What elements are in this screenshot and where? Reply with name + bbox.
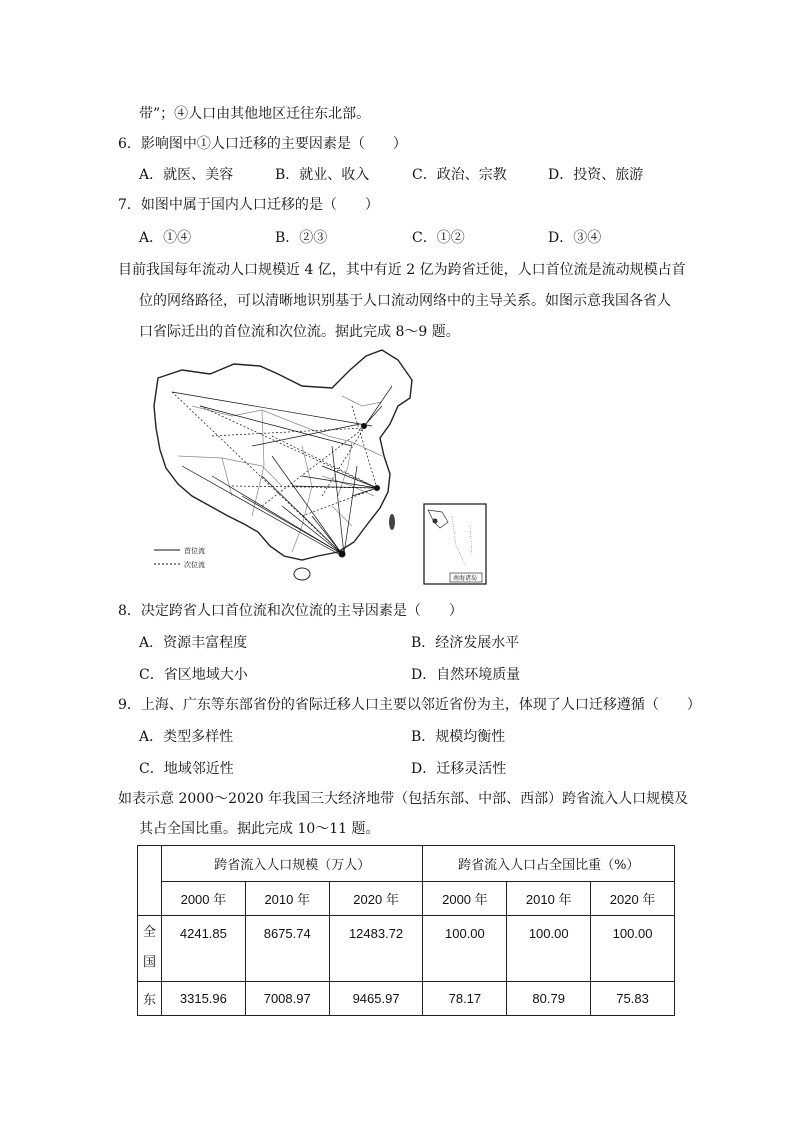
table-cell: 100.00 <box>423 916 507 982</box>
primary-flow-lines <box>172 386 392 556</box>
map-legend <box>154 546 205 569</box>
passage-1-line-1: 目前我国每年流动人口规模近 4 亿，其中有近 2 亿为跨省迁徙，人口首位流是流动规模占首 <box>118 262 686 278</box>
question-6-options <box>139 164 643 184</box>
table-cell: 78.17 <box>423 982 507 1016</box>
question-6-stem: 6．影响图中①人口迁移的主要因素是（ ） <box>118 136 407 152</box>
table-year-header: 2020 年 <box>591 882 675 916</box>
q6-option-b[interactable]: B．就业、收入 <box>275 167 370 183</box>
top-continuation-line: 带”；④人口由其他地区迁往东北部。 <box>139 106 371 122</box>
table-year-header: 2010 年 <box>507 882 591 916</box>
table-cell: 75.83 <box>591 982 675 1016</box>
table-group-header-scale: 跨省流入人口规模（万人） <box>161 846 423 882</box>
q8-option-a[interactable]: A．资源丰富程度 <box>139 635 248 651</box>
question-9-options-row-1 <box>139 726 505 746</box>
table-row-label: 全 国 <box>138 916 162 982</box>
question-9-options-row-2 <box>139 758 506 778</box>
china-migration-flow-map <box>152 346 492 586</box>
hainan-island <box>294 568 310 580</box>
migration-data-table <box>137 845 675 1016</box>
legend-secondary-label: 次位流 <box>184 562 205 569</box>
passage-1-line-2: 位的网络路径，可以清晰地识别基于人口流动网络中的主导关系。如图示意我国各省人 <box>139 293 671 309</box>
q9-option-a[interactable]: A．类型多样性 <box>139 729 234 745</box>
passage-2-line-1: 如表示意 2000～2020 年我国三大经济地带（包括东部、中部、西部）跨省流入人口规模及 <box>118 791 689 807</box>
taiwan-island <box>389 514 395 530</box>
q9-option-b[interactable]: B．规模均衡性 <box>411 729 506 745</box>
q7-option-a[interactable]: A．①④ <box>139 230 192 246</box>
table-cell: 8675.74 <box>245 916 329 982</box>
passage-2-line-2: 其占全国比重。据此完成 10～11 题。 <box>139 821 380 837</box>
secondary-flow-lines <box>172 392 377 554</box>
question-7-options <box>139 227 601 247</box>
question-8-options-row-1 <box>139 632 519 652</box>
table-cell: 12483.72 <box>329 916 423 982</box>
table-corner-cell <box>138 846 162 916</box>
table-cell: 100.00 <box>507 916 591 982</box>
table-year-header: 2010 年 <box>245 882 329 916</box>
china-outline <box>154 350 412 560</box>
q7-option-b[interactable]: B．②③ <box>275 230 328 246</box>
q6-option-a[interactable]: A．就医、美容 <box>139 167 234 183</box>
table-row <box>138 916 675 982</box>
table-cell: 9465.97 <box>329 982 423 1016</box>
passage-1-line-3: 口省际迁出的首位流和次位流。据此完成 8～9 题。 <box>139 324 460 340</box>
q7-option-c[interactable]: C．①② <box>412 230 465 246</box>
table-cell: 80.79 <box>507 982 591 1016</box>
table-cell: 4241.85 <box>161 916 245 982</box>
q9-option-d[interactable]: D．迁移灵活性 <box>411 761 507 777</box>
table-group-header-share: 跨省流入人口占全国比重（%） <box>423 846 675 882</box>
table-row-label: 东 <box>138 982 162 1016</box>
inset-label: 南海诸岛 <box>453 576 478 582</box>
south-china-sea-inset <box>424 504 486 584</box>
table-year-header: 2000 年 <box>423 882 507 916</box>
q9-option-c[interactable]: C．地域邻近性 <box>139 761 234 777</box>
q8-option-d[interactable]: D．自然环境质量 <box>411 667 521 683</box>
q8-option-b[interactable]: B．经济发展水平 <box>411 635 520 651</box>
q7-option-d[interactable]: D．③④ <box>548 230 602 246</box>
table-cell: 100.00 <box>591 916 675 982</box>
table-year-header: 2000 年 <box>161 882 245 916</box>
q8-option-c[interactable]: C．省区地域大小 <box>139 667 248 683</box>
question-9-stem: 9．上海、广东等东部省份的省际迁移人口主要以邻近省份为主，体现了人口迁移遵循（ ） <box>118 697 701 713</box>
question-8-options-row-2 <box>139 664 520 684</box>
q6-option-c[interactable]: C．政治、宗教 <box>412 167 507 183</box>
table-row <box>138 982 675 1016</box>
table-cell: 3315.96 <box>161 982 245 1016</box>
question-7-stem: 7．如图中属于国内人口迁移的是（ ） <box>118 197 379 213</box>
q6-option-d[interactable]: D．投资、旅游 <box>548 167 644 183</box>
table-year-header: 2020 年 <box>329 882 423 916</box>
legend-primary-label: 首位流 <box>184 548 205 555</box>
question-8-stem: 8．决定跨省人口首位流和次位流的主导因素是（ ） <box>118 603 463 619</box>
table-cell: 7008.97 <box>245 982 329 1016</box>
